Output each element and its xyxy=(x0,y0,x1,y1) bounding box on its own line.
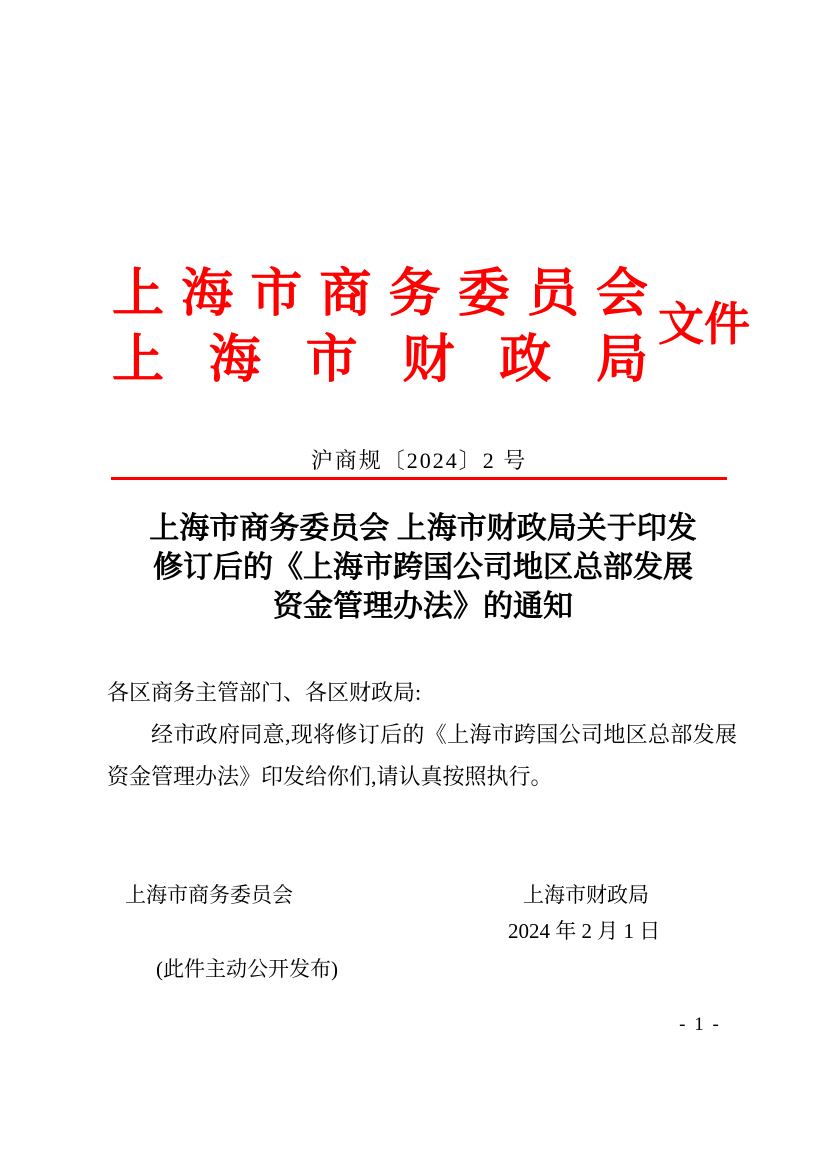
document-title xyxy=(103,509,743,626)
issuing-orgs xyxy=(112,262,648,394)
signature-date: 2024 年 2 月 1 日 xyxy=(508,919,661,943)
red-separator-line xyxy=(111,477,727,480)
title-line-2: 修订后的《上海市跨国公司地区总部发展 xyxy=(153,551,693,584)
title-line-3: 资金管理办法》的通知 xyxy=(273,590,573,623)
document-body xyxy=(107,672,737,798)
body-paragraph: 经市政府同意,现将修订后的《上海市跨国公司地区总部发展资金管理办法》印发给你们,请认真按照执行。 xyxy=(107,722,737,789)
org-name-finance-bureau: 上 海 市 财 政 局 xyxy=(112,332,648,389)
document-number: 沪商规〔2024〕2 号 xyxy=(310,448,528,473)
signature-commerce-commission: 上海市商务委员会 xyxy=(125,883,293,907)
org-name-commerce-commission: 上 海 市 商 务 委 员 会 xyxy=(112,266,648,323)
salutation: 各区商务主管部门、各区财政局: xyxy=(107,680,422,705)
title-line-1: 上海市商务委员会 上海市财政局关于印发 xyxy=(149,512,697,545)
signature-finance-bureau: 上海市财政局 xyxy=(523,883,649,907)
public-release-note: (此件主动公开发布) xyxy=(156,957,338,981)
letterhead-document-word: 文件 xyxy=(658,299,750,350)
page-number: - 1 - xyxy=(679,1014,721,1035)
letterhead xyxy=(112,262,750,394)
